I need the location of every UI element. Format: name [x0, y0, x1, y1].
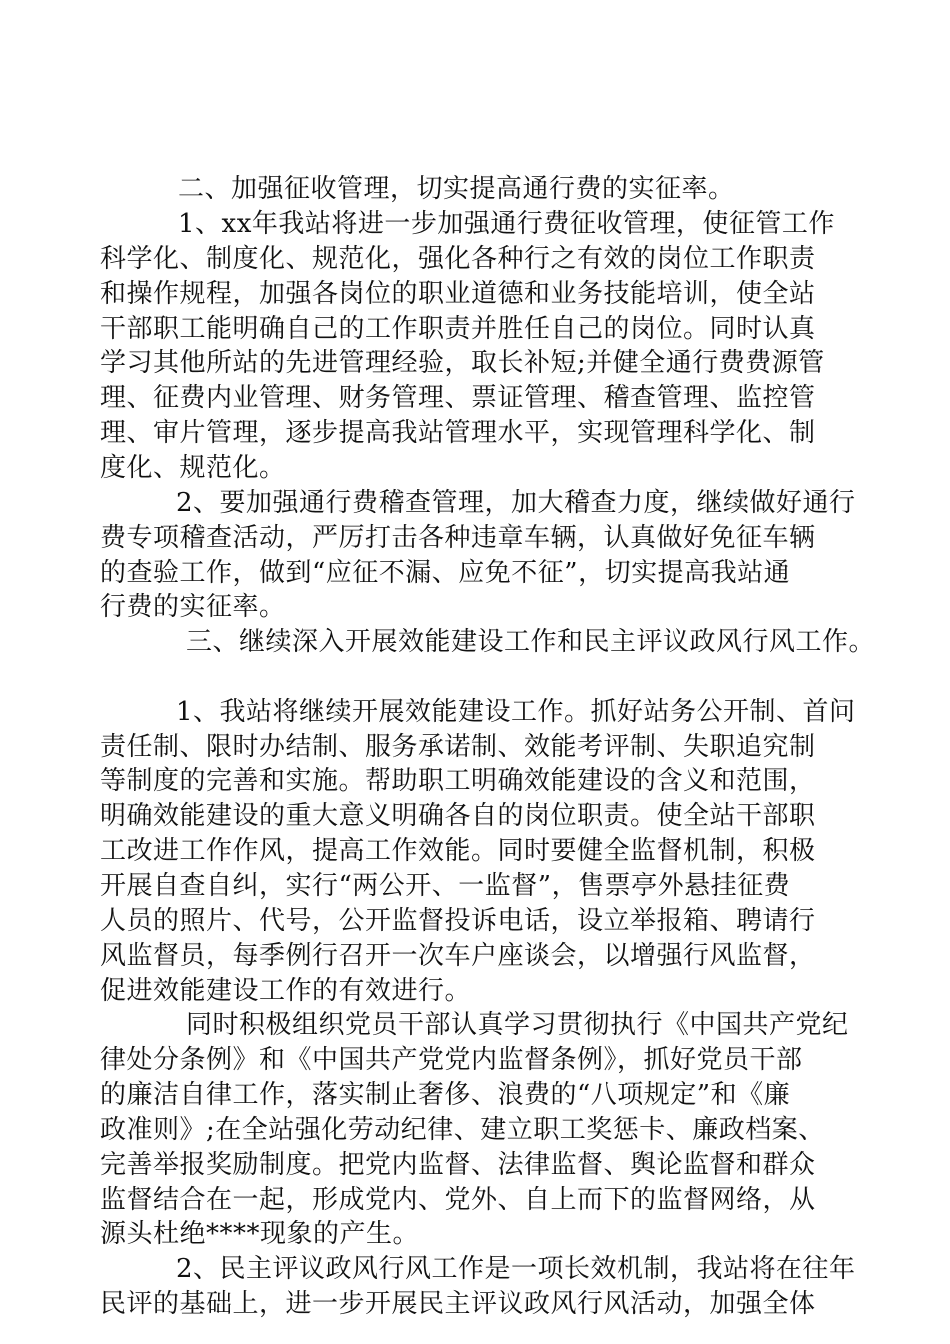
paragraph-line: 费专项稽查活动，严厉打击各种违章车辆，认真做好免征车辆: [100, 523, 816, 553]
paragraph-line: 风监督员，每季例行召开一次车户座谈会，以增强行风监督，: [100, 941, 816, 971]
paragraph-line: 完善举报奖励制度。把党内监督、法律监督、舆论监督和群众: [100, 1150, 816, 1180]
paragraph-line: 民评的基础上，进一步开展民主评议政风行风活动，加强全体: [100, 1289, 816, 1319]
paragraph-line: 促进效能建设工作的有效进行。: [100, 976, 472, 1006]
paragraph-line: 干部职工能明确自己的工作职责并胜任自己的岗位。同时认真: [100, 314, 816, 344]
paragraph-line: 责任制、限时办结制、服务承诺制、效能考评制、失职追究制: [100, 732, 816, 762]
paragraph-line: 2、民主评议政风行风工作是一项长效机制，我站将在往年: [176, 1254, 856, 1284]
paragraph-line: 等制度的完善和实施。帮助职工明确效能建设的含义和范围，: [100, 766, 816, 796]
paragraph-line: 人员的照片、代号，公开监督投诉电话，设立举报箱、聘请行: [100, 906, 816, 936]
paragraph-line: 政准则》;在全站强化劳动纪律、建立职工奖惩卡、廉政档案、: [100, 1115, 825, 1145]
paragraph-line: 的查验工作，做到“应征不漏、应免不征”，切实提高我站通: [100, 558, 791, 588]
paragraph-line: 理、征费内业管理、财务管理、票证管理、稽查管理、监控管: [100, 383, 816, 413]
paragraph-line: 1、我站将继续开展效能建设工作。抓好站务公开制、首问: [176, 697, 856, 727]
paragraph-line: 工改进工作作风，提高工作效能。同时要健全监督机制，积极: [100, 836, 816, 866]
paragraph-line: 监督结合在一起，形成党内、党外、自上而下的监督网络，从: [100, 1185, 816, 1215]
paragraph-line: 2、要加强通行费稽查管理，加大稽查力度，继续做好通行: [176, 488, 856, 518]
section-heading-2: 二、加强征收管理，切实提高通行费的实征率。: [178, 174, 735, 204]
paragraph-line: 度化、规范化。: [100, 453, 286, 483]
paragraph-line: 源头杜绝****现象的产生。: [100, 1219, 420, 1249]
paragraph-line: 行费的实征率。: [100, 592, 286, 622]
paragraph-line: 的廉洁自律工作，落实制止奢侈、浪费的“八项规定”和《廉: [100, 1080, 791, 1110]
paragraph-line: 理、审片管理，逐步提高我站管理水平，实现管理科学化、制: [100, 418, 816, 448]
paragraph-line: 开展自查自纠，实行“两公开、一监督”，售票亭外悬挂征费: [100, 871, 791, 901]
paragraph-line: 同时积极组织党员干部认真学习贯彻执行《中国共产党纪: [186, 1010, 849, 1040]
section-heading-3: 三、继续深入开展效能建设工作和民主评议政风行风工作。: [186, 627, 876, 657]
paragraph-line: 和操作规程，加强各岗位的职业道德和业务技能培训，使全站: [100, 279, 816, 309]
paragraph-line: 明确效能建设的重大意义明确各自的岗位职责。使全站干部职: [100, 801, 816, 831]
paragraph-line: 律处分条例》和《中国共产党党内监督条例》，抓好党员干部: [100, 1045, 803, 1075]
paragraph-line: 科学化、制度化、规范化，强化各种行之有效的岗位工作职责: [100, 244, 816, 274]
paragraph-line: 1、xx年我站将进一步加强通行费征收管理，使征管工作: [178, 209, 835, 239]
paragraph-line: 学习其他所站的先进管理经验，取长补短;并健全通行费费源管: [100, 348, 825, 378]
